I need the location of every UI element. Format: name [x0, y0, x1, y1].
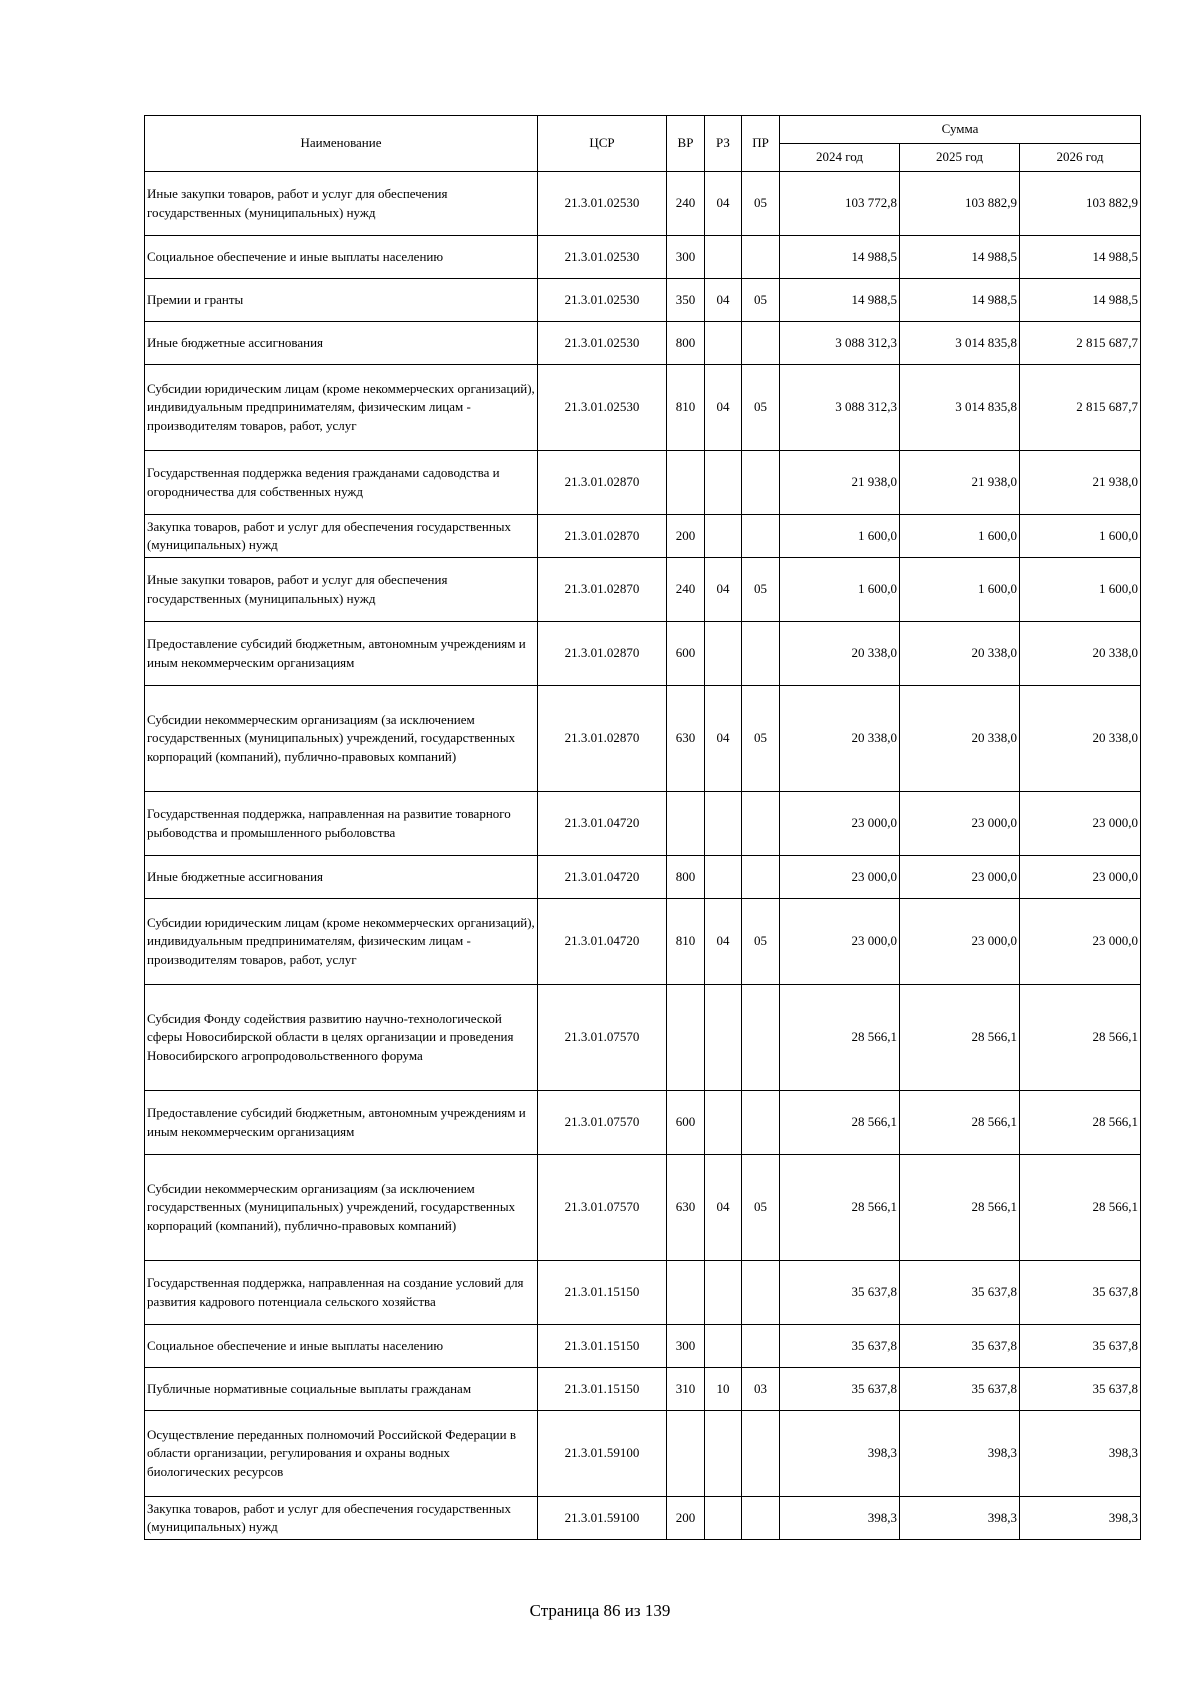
cell-2024: 23 000,0 — [780, 856, 900, 899]
cell-2025: 28 566,1 — [900, 1091, 1020, 1155]
cell-vr — [667, 985, 705, 1091]
cell-name: Премии и гранты — [145, 279, 538, 322]
table-row — [145, 322, 1141, 365]
cell-rz — [705, 622, 742, 686]
cell-2024: 103 772,8 — [780, 172, 900, 236]
cell-2026: 35 637,8 — [1020, 1261, 1141, 1325]
cell-rz — [705, 1325, 742, 1368]
header-year-2024: 2024 год — [780, 144, 900, 172]
cell-csr: 21.3.01.04720 — [538, 792, 667, 856]
cell-name: Субсидии некоммерческим организациям (за исключением государственных (муниципальных) учреждений, государственных корпораций (компаний), публично-правовых компаний) — [145, 686, 538, 792]
table-row — [145, 686, 1141, 792]
cell-pr — [742, 515, 780, 558]
cell-name: Государственная поддержка ведения гражданами садоводства и огородничества для собственных нужд — [145, 451, 538, 515]
cell-2025: 28 566,1 — [900, 985, 1020, 1091]
cell-vr: 630 — [667, 1155, 705, 1261]
cell-csr: 21.3.01.02530 — [538, 322, 667, 365]
cell-rz: 04 — [705, 365, 742, 451]
cell-2024: 14 988,5 — [780, 236, 900, 279]
cell-name: Закупка товаров, работ и услуг для обеспечения государственных (муниципальных) нужд — [145, 1497, 538, 1540]
cell-csr: 21.3.01.15150 — [538, 1325, 667, 1368]
cell-2024: 28 566,1 — [780, 1155, 900, 1261]
cell-vr — [667, 1411, 705, 1497]
cell-name: Государственная поддержка, направленная на создание условий для развития кадрового потенциала сельского хозяйства — [145, 1261, 538, 1325]
cell-2026: 14 988,5 — [1020, 236, 1141, 279]
table-row — [145, 515, 1141, 558]
header-vr: ВР — [667, 116, 705, 172]
cell-2026: 23 000,0 — [1020, 792, 1141, 856]
cell-csr: 21.3.01.02870 — [538, 515, 667, 558]
cell-pr — [742, 985, 780, 1091]
table-row — [145, 1411, 1141, 1497]
cell-pr: 03 — [742, 1368, 780, 1411]
cell-2026: 35 637,8 — [1020, 1325, 1141, 1368]
header-year-2026: 2026 год — [1020, 144, 1141, 172]
cell-2026: 21 938,0 — [1020, 451, 1141, 515]
header-csr: ЦСР — [538, 116, 667, 172]
cell-2026: 23 000,0 — [1020, 856, 1141, 899]
cell-pr — [742, 451, 780, 515]
cell-2026: 35 637,8 — [1020, 1368, 1141, 1411]
table-row — [145, 1091, 1141, 1155]
cell-name: Субсидии некоммерческим организациям (за исключением государственных (муниципальных) учреждений, государственных корпораций (компаний), публично-правовых компаний) — [145, 1155, 538, 1261]
cell-csr: 21.3.01.02530 — [538, 172, 667, 236]
cell-name: Субсидии юридическим лицам (кроме некоммерческих организаций), индивидуальным предпринимателям, физическим лицам - производителям товаров, работ, услуг — [145, 899, 538, 985]
cell-csr: 21.3.01.02870 — [538, 622, 667, 686]
cell-vr — [667, 451, 705, 515]
table-row — [145, 365, 1141, 451]
table-row — [145, 1368, 1141, 1411]
cell-csr: 21.3.01.15150 — [538, 1261, 667, 1325]
cell-csr: 21.3.01.02870 — [538, 558, 667, 622]
cell-2026: 20 338,0 — [1020, 622, 1141, 686]
cell-vr: 810 — [667, 365, 705, 451]
cell-name: Социальное обеспечение и иные выплаты населению — [145, 236, 538, 279]
cell-2024: 28 566,1 — [780, 985, 900, 1091]
cell-pr — [742, 1411, 780, 1497]
cell-2024: 398,3 — [780, 1497, 900, 1540]
table-row — [145, 622, 1141, 686]
budget-table — [144, 115, 1141, 1540]
cell-2024: 14 988,5 — [780, 279, 900, 322]
cell-pr — [742, 856, 780, 899]
cell-rz — [705, 236, 742, 279]
cell-2025: 3 014 835,8 — [900, 322, 1020, 365]
cell-csr: 21.3.01.02870 — [538, 451, 667, 515]
header-name: Наименование — [145, 116, 538, 172]
cell-name: Предоставление субсидий бюджетным, автономным учреждениям и иным некоммерческим организациям — [145, 622, 538, 686]
cell-2025: 20 338,0 — [900, 686, 1020, 792]
cell-rz — [705, 792, 742, 856]
cell-2025: 35 637,8 — [900, 1368, 1020, 1411]
cell-rz — [705, 1261, 742, 1325]
table-row — [145, 899, 1141, 985]
cell-2026: 2 815 687,7 — [1020, 365, 1141, 451]
cell-csr: 21.3.01.04720 — [538, 856, 667, 899]
table-row — [145, 279, 1141, 322]
cell-2024: 398,3 — [780, 1411, 900, 1497]
cell-rz: 04 — [705, 279, 742, 322]
cell-2026: 398,3 — [1020, 1411, 1141, 1497]
cell-2025: 20 338,0 — [900, 622, 1020, 686]
cell-2025: 1 600,0 — [900, 558, 1020, 622]
cell-2026: 398,3 — [1020, 1497, 1141, 1540]
cell-vr: 200 — [667, 1497, 705, 1540]
table-row — [145, 792, 1141, 856]
cell-2025: 3 014 835,8 — [900, 365, 1020, 451]
cell-2026: 28 566,1 — [1020, 985, 1141, 1091]
cell-csr: 21.3.01.07570 — [538, 1155, 667, 1261]
cell-2026: 28 566,1 — [1020, 1155, 1141, 1261]
cell-2025: 23 000,0 — [900, 856, 1020, 899]
cell-2026: 23 000,0 — [1020, 899, 1141, 985]
table-row — [145, 1325, 1141, 1368]
header-sum: Сумма — [780, 116, 1141, 144]
cell-2025: 398,3 — [900, 1497, 1020, 1540]
cell-name: Закупка товаров, работ и услуг для обеспечения государственных (муниципальных) нужд — [145, 515, 538, 558]
cell-2024: 1 600,0 — [780, 558, 900, 622]
cell-2025: 14 988,5 — [900, 279, 1020, 322]
cell-2024: 23 000,0 — [780, 792, 900, 856]
cell-pr: 05 — [742, 1155, 780, 1261]
table-row — [145, 558, 1141, 622]
cell-vr: 200 — [667, 515, 705, 558]
cell-name: Иные бюджетные ассигнования — [145, 322, 538, 365]
cell-pr: 05 — [742, 172, 780, 236]
cell-rz — [705, 322, 742, 365]
cell-vr: 600 — [667, 1091, 705, 1155]
cell-2025: 21 938,0 — [900, 451, 1020, 515]
header-pr: ПР — [742, 116, 780, 172]
cell-rz: 04 — [705, 686, 742, 792]
cell-vr: 800 — [667, 856, 705, 899]
table-row — [145, 172, 1141, 236]
cell-2026: 1 600,0 — [1020, 558, 1141, 622]
cell-2026: 14 988,5 — [1020, 279, 1141, 322]
cell-name: Иные бюджетные ассигнования — [145, 856, 538, 899]
cell-vr: 300 — [667, 1325, 705, 1368]
cell-csr: 21.3.01.02530 — [538, 279, 667, 322]
cell-pr — [742, 792, 780, 856]
cell-2026: 20 338,0 — [1020, 686, 1141, 792]
cell-name: Субсидия Фонду содействия развитию научно-технологической сферы Новосибирской области в целях организации и проведения Новосибирского агропродовольственного форума — [145, 985, 538, 1091]
cell-vr — [667, 792, 705, 856]
cell-rz: 04 — [705, 172, 742, 236]
cell-name: Иные закупки товаров, работ и услуг для обеспечения государственных (муниципальных) нужд — [145, 172, 538, 236]
cell-rz — [705, 1497, 742, 1540]
cell-csr: 21.3.01.02530 — [538, 365, 667, 451]
cell-2024: 28 566,1 — [780, 1091, 900, 1155]
cell-pr: 05 — [742, 279, 780, 322]
cell-csr: 21.3.01.07570 — [538, 985, 667, 1091]
cell-pr: 05 — [742, 686, 780, 792]
table-body — [145, 172, 1141, 1540]
cell-rz: 10 — [705, 1368, 742, 1411]
cell-2024: 3 088 312,3 — [780, 322, 900, 365]
cell-2025: 103 882,9 — [900, 172, 1020, 236]
cell-pr: 05 — [742, 365, 780, 451]
cell-rz — [705, 856, 742, 899]
cell-2025: 1 600,0 — [900, 515, 1020, 558]
cell-pr — [742, 1497, 780, 1540]
cell-rz: 04 — [705, 558, 742, 622]
cell-2025: 14 988,5 — [900, 236, 1020, 279]
cell-pr — [742, 622, 780, 686]
cell-2025: 398,3 — [900, 1411, 1020, 1497]
table-row — [145, 856, 1141, 899]
table-row — [145, 1155, 1141, 1261]
cell-2026: 2 815 687,7 — [1020, 322, 1141, 365]
cell-vr: 350 — [667, 279, 705, 322]
cell-2024: 35 637,8 — [780, 1368, 900, 1411]
cell-rz — [705, 985, 742, 1091]
cell-2024: 3 088 312,3 — [780, 365, 900, 451]
cell-2025: 35 637,8 — [900, 1325, 1020, 1368]
cell-csr: 21.3.01.59100 — [538, 1497, 667, 1540]
cell-rz — [705, 1091, 742, 1155]
cell-vr: 240 — [667, 172, 705, 236]
cell-vr: 630 — [667, 686, 705, 792]
header-rz: РЗ — [705, 116, 742, 172]
cell-vr: 310 — [667, 1368, 705, 1411]
cell-vr — [667, 1261, 705, 1325]
cell-pr — [742, 322, 780, 365]
cell-pr — [742, 1091, 780, 1155]
cell-rz — [705, 515, 742, 558]
cell-csr: 21.3.01.02530 — [538, 236, 667, 279]
cell-pr — [742, 1261, 780, 1325]
cell-rz: 04 — [705, 899, 742, 985]
cell-vr: 300 — [667, 236, 705, 279]
cell-vr: 240 — [667, 558, 705, 622]
cell-name: Государственная поддержка, направленная на развитие товарного рыбоводства и промышленного рыболовства — [145, 792, 538, 856]
cell-pr: 05 — [742, 899, 780, 985]
cell-pr — [742, 236, 780, 279]
table-row — [145, 236, 1141, 279]
cell-pr: 05 — [742, 558, 780, 622]
table-row — [145, 1497, 1141, 1540]
cell-2026: 1 600,0 — [1020, 515, 1141, 558]
table-row — [145, 1261, 1141, 1325]
cell-2026: 28 566,1 — [1020, 1091, 1141, 1155]
cell-rz — [705, 1411, 742, 1497]
table-row — [145, 451, 1141, 515]
cell-2024: 1 600,0 — [780, 515, 900, 558]
cell-2024: 20 338,0 — [780, 686, 900, 792]
cell-csr: 21.3.01.02870 — [538, 686, 667, 792]
cell-2025: 28 566,1 — [900, 1155, 1020, 1261]
cell-2024: 21 938,0 — [780, 451, 900, 515]
cell-2025: 23 000,0 — [900, 899, 1020, 985]
cell-vr: 600 — [667, 622, 705, 686]
cell-2025: 23 000,0 — [900, 792, 1020, 856]
cell-name: Публичные нормативные социальные выплаты гражданам — [145, 1368, 538, 1411]
cell-csr: 21.3.01.59100 — [538, 1411, 667, 1497]
cell-name: Предоставление субсидий бюджетным, автономным учреждениям и иным некоммерческим организациям — [145, 1091, 538, 1155]
cell-csr: 21.3.01.07570 — [538, 1091, 667, 1155]
cell-rz: 04 — [705, 1155, 742, 1261]
cell-name: Социальное обеспечение и иные выплаты населению — [145, 1325, 538, 1368]
cell-2024: 35 637,8 — [780, 1261, 900, 1325]
cell-2024: 35 637,8 — [780, 1325, 900, 1368]
header-year-2025: 2025 год — [900, 144, 1020, 172]
cell-2024: 20 338,0 — [780, 622, 900, 686]
cell-2025: 35 637,8 — [900, 1261, 1020, 1325]
page-number: Страница 86 из 139 — [529, 1601, 671, 1620]
cell-name: Субсидии юридическим лицам (кроме некоммерческих организаций), индивидуальным предпринимателям, физическим лицам - производителям товаров, работ, услуг — [145, 365, 538, 451]
cell-name: Иные закупки товаров, работ и услуг для обеспечения государственных (муниципальных) нужд — [145, 558, 538, 622]
cell-pr — [742, 1325, 780, 1368]
cell-name: Осуществление переданных полномочий Российской Федерации в области организации, регулирования и охраны водных биологических ресурсов — [145, 1411, 538, 1497]
table-row — [145, 985, 1141, 1091]
table-header — [145, 116, 1141, 172]
cell-csr: 21.3.01.15150 — [538, 1368, 667, 1411]
cell-csr: 21.3.01.04720 — [538, 899, 667, 985]
cell-2026: 103 882,9 — [1020, 172, 1141, 236]
cell-rz — [705, 451, 742, 515]
cell-vr: 810 — [667, 899, 705, 985]
cell-2024: 23 000,0 — [780, 899, 900, 985]
cell-vr: 800 — [667, 322, 705, 365]
